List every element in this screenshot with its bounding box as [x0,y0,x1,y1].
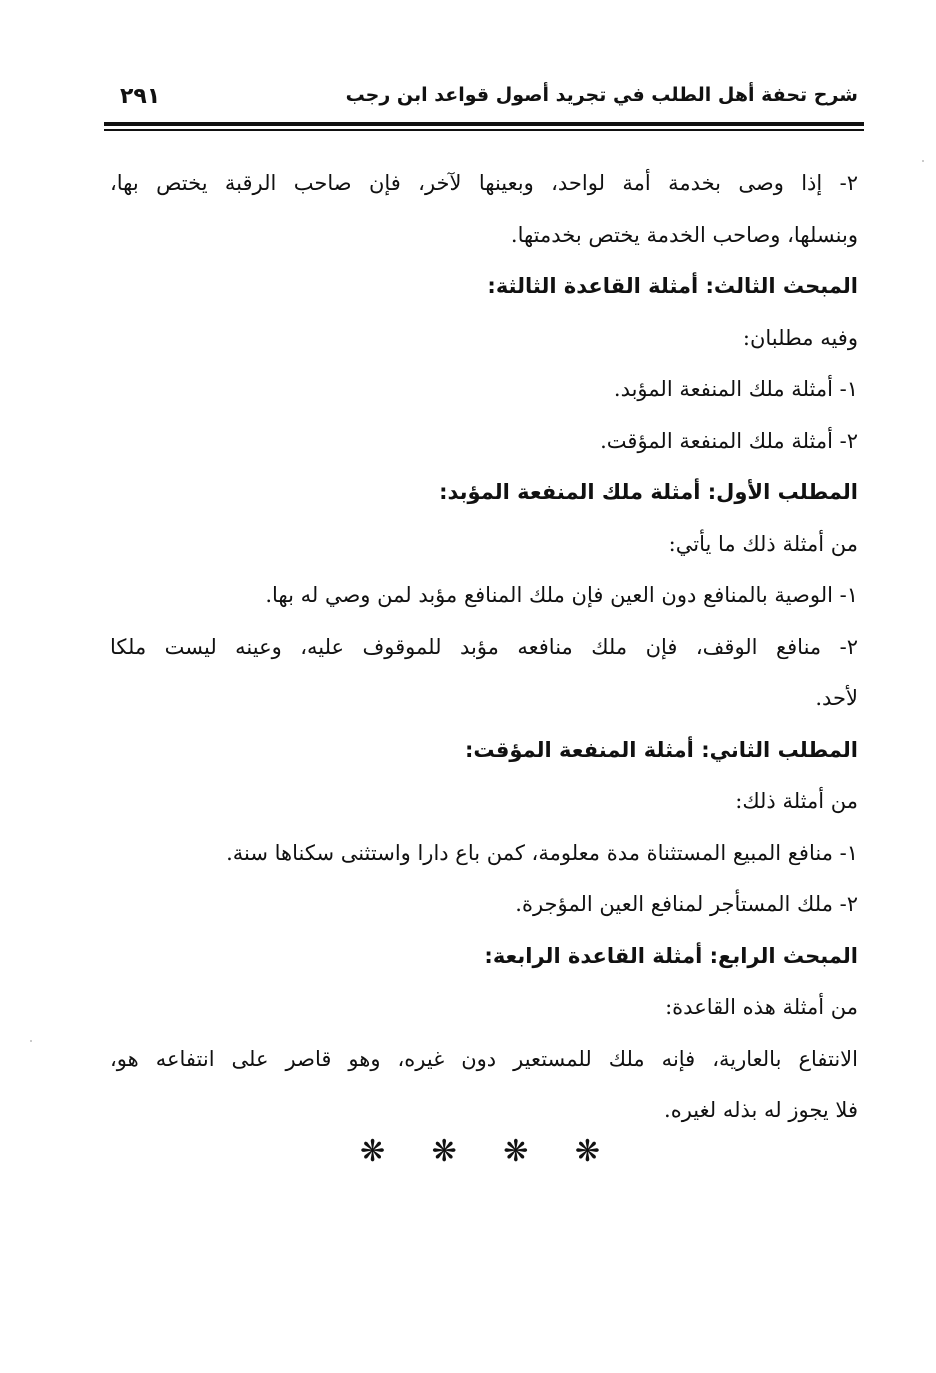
header-rule-thin [104,129,864,131]
text-line: وفيه مطلبان: [742,325,858,350]
text-line: الانتفاع بالعارية، فإنه ملك للمستعير دون غيره، وهو قاصر على انتفاعه هو، [110,1046,858,1071]
list-item: ٢- ملك المستأجر لمنافع العين المؤجرة. [515,892,858,916]
asterism-icon: ❋ [431,1134,457,1169]
asterism-icon: ❋ [360,1134,386,1169]
page-body [110,158,858,1137]
subsection-heading: المطلب الأول: أمثلة ملك المنفعة المؤبد: [439,480,858,504]
text-line: من أمثلة ذلك ما يأتي: [668,531,858,556]
text-line: فلا يجوز له بذله لغيره. [664,1098,858,1122]
section-heading: المبحث الثالث: أمثلة القاعدة الثالثة: [487,274,858,298]
list-item: ٢- أمثلة ملك المنفعة المؤقت. [600,428,858,453]
asterism-icon: ❋ [503,1134,529,1169]
text-line: ٢- إذا وصى بخدمة أمة لواحد، وبعينها لآخر، فإن صاحب الرقبة يختص بها، [110,171,858,195]
section-end-ornament [360,1134,600,1174]
running-title: شرح تحفة أهل الطلب في تجريد أصول قواعد ابن رجب [345,84,858,106]
text-line: وبنسلها، وصاحب الخدمة يختص بخدمتها. [510,222,858,247]
text-line: من أمثلة ذلك: [735,789,858,813]
asterism-icon: ❋ [574,1134,600,1169]
list-item: ١- أمثلة ملك المنفعة المؤبد. [613,377,858,401]
subsection-heading: المطلب الثاني: أمثلة المنفعة المؤقت: [465,737,858,762]
text-line: من أمثلة هذه القاعدة: [665,995,858,1019]
section-heading: المبحث الرابع: أمثلة القاعدة الرابعة: [484,943,858,968]
list-item: ١- الوصية بالمنافع دون العين فإن ملك المنافع مؤبد لمن وصي له بها. [265,583,858,607]
text-line: لأحد. [815,686,858,710]
header-rule-thick [104,122,864,126]
page-number: ٢٩١ [120,84,161,109]
list-item: ١- منافع المبيع المستثناة مدة معلومة، كمن باع دارا واستثنى سكناها سنة. [226,840,858,865]
list-item: ٢- منافع الوقف، فإن ملك منافعه مؤبد للموقوف عليه، وعينه ليست ملكا [110,634,858,659]
scan-speck [922,160,924,162]
scan-speck [30,1040,32,1042]
